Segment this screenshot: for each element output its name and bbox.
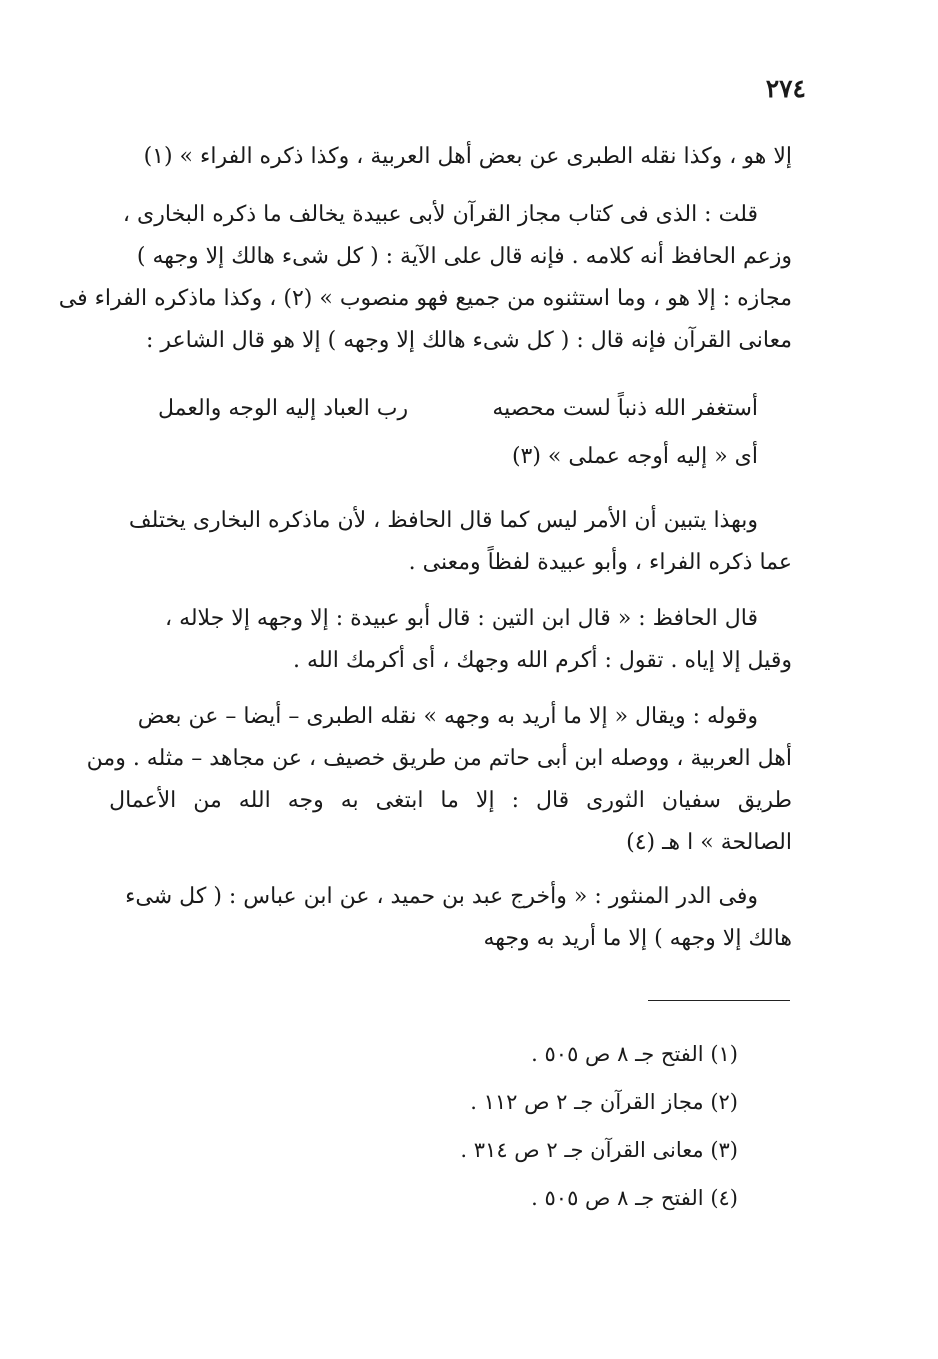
poem-hemistich-left: رب العباد إليه الوجه والعمل	[158, 396, 409, 421]
text-line: عما ذكره الفراء ، وأبو عبيدة لفظاً ومعنى .	[408, 550, 792, 575]
footnotes	[460, 1030, 738, 1222]
text-line: الصالحة » ا هـ (٤)	[626, 830, 792, 855]
text-line: إلا هو ، وكذا نقله الطبرى عن بعض أهل العربية ، وكذا ذكره الفراء » (١)	[143, 144, 792, 169]
text-line: أهل العربية ، ووصله ابن أبى حاتم من طريق خصيف ، عن مجاهد – مثله . ومن	[86, 746, 792, 771]
text-line: طريق سفيان الثورى قال : إلا ما ابتغى به وجه الله من الأعمال	[109, 788, 792, 813]
paragraph-qult	[58, 194, 792, 362]
text-line: وقوله : ويقال « إلا ما أريد به وجهه » نقله الطبرى – أيضا – عن بعض	[137, 704, 758, 729]
paragraph-aldurr-almanthur	[122, 876, 792, 960]
poem-gloss: أى « إليه أوجه عملى » (٣)	[511, 444, 758, 469]
footnote-item: (٤) الفتح جـ ٨ ص ٥٠٥ .	[531, 1186, 738, 1210]
footnote-item: (٣) معانى القرآن جـ ٢ ص ٣١٤ .	[460, 1138, 738, 1162]
page-number: ٢٧٤	[765, 74, 806, 103]
text-line: وفى الدر المنثور : « وأخرج عبد بن حميد ، عن ابن عباس : ( كل شىء	[125, 884, 758, 909]
text-line: هالك إلا وجهه ) إلا ما أريد به وجهه	[483, 926, 792, 951]
paragraph-waqawluhu	[86, 696, 792, 864]
text-line: قلت : الذى فى كتاب مجاز القرآن لأبى عبيدة يخالف ما ذكره البخارى ،	[122, 202, 758, 227]
poem-verse-row	[158, 388, 758, 430]
text-line: وقيل إلا إياه . تقول : أكرم الله وجهك ، أى أكرمك الله .	[293, 648, 792, 673]
text-line: مجازه : إلا هو ، وما استثنوه من جميع فهو منصوب » (٢) ، وكذا ماذكره الفراء فى	[58, 286, 792, 311]
paragraph-qal-alhafiz	[122, 598, 792, 682]
paragraph-wabihadha	[122, 500, 792, 584]
paragraph-continuation	[122, 136, 792, 178]
text-line: قال الحافظ : « قال ابن التين : قال أبو عبيدة : إلا وجهه إلا جلاله ،	[164, 606, 758, 631]
footnote-separator	[648, 1000, 790, 1001]
text-line: وبهذا يتبين أن الأمر ليس كما قال الحافظ ، لأن ماذكره البخارى يختلف	[128, 508, 758, 533]
footnote-item: (٢) مجاز القرآن جـ ٢ ص ١١٢ .	[470, 1090, 738, 1114]
poem-verse	[158, 388, 758, 478]
poem-hemistich-right: أستغفر الله ذنباً لست محصيه	[492, 396, 758, 421]
text-line: معانى القرآن فإنه قال : ( كل شىء هالك إلا وجهه ) إلا هو قال الشاعر :	[146, 328, 792, 353]
text-line: وزعم الحافظ أنه كلامه . فإنه قال على الآية : ( كل شىء هالك إلا وجهه )	[136, 244, 792, 269]
footnote-item: (١) الفتح جـ ٨ ص ٥٠٥ .	[531, 1042, 738, 1066]
